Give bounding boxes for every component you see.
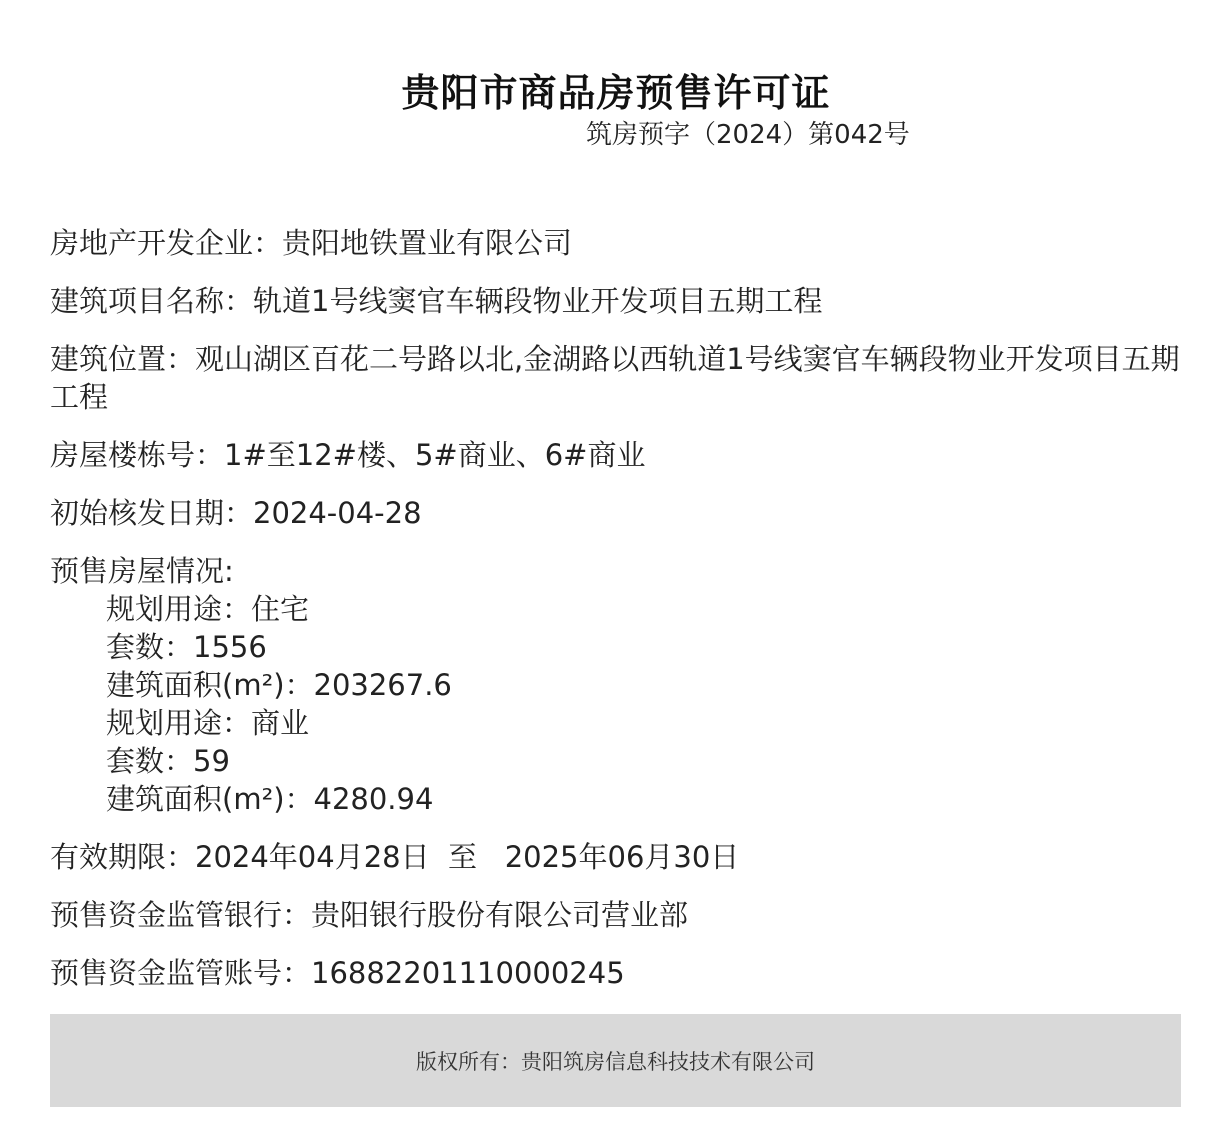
issue-date-line: 初始核发日期：2024-04-28 [50, 496, 422, 530]
bank-line: 预售资金监管银行：贵阳银行股份有限公司营业部 [50, 898, 689, 932]
project-name-line: 建筑项目名称：轨道1号线窦官车辆段物业开发项目五期工程 [50, 284, 823, 318]
residential-usage: 规划用途：住宅 [106, 592, 310, 626]
account-line: 预售资金监管账号：16882201110000245 [50, 956, 625, 990]
permit-details [50, 224, 1185, 1012]
buildings-line: 房屋楼栋号：1#至12#楼、5#商业、6#商业 [50, 438, 646, 472]
copyright-text: 版权所有：贵阳筑房信息科技技术有限公司 [416, 1049, 815, 1074]
presale-section [50, 552, 1185, 818]
presale-heading: 预售房屋情况: [50, 554, 234, 588]
commercial-usage: 规划用途：商业 [106, 706, 310, 740]
location-line: 建筑位置：观山湖区百花二号路以北,金湖路以西轨道1号线窦官车辆段物业开发项目五期工程 [50, 342, 1180, 414]
residential-units: 套数：1556 [106, 630, 267, 664]
permit-number: 筑房预字（2024）第042号 [586, 120, 910, 150]
page-title: 贵阳市商品房预售许可证 [401, 71, 831, 115]
commercial-units: 套数：59 [106, 744, 230, 778]
developer-line: 房地产开发企业：贵阳地铁置业有限公司 [50, 226, 573, 260]
validity-line: 有效期限：2024年04月28日 至 2025年06月30日 [50, 840, 740, 874]
residential-area: 建筑面积(m²)：203267.6 [106, 668, 452, 702]
commercial-area: 建筑面积(m²)：4280.94 [106, 782, 434, 816]
copyright-footer [50, 1014, 1181, 1107]
presale-list [50, 590, 1185, 818]
